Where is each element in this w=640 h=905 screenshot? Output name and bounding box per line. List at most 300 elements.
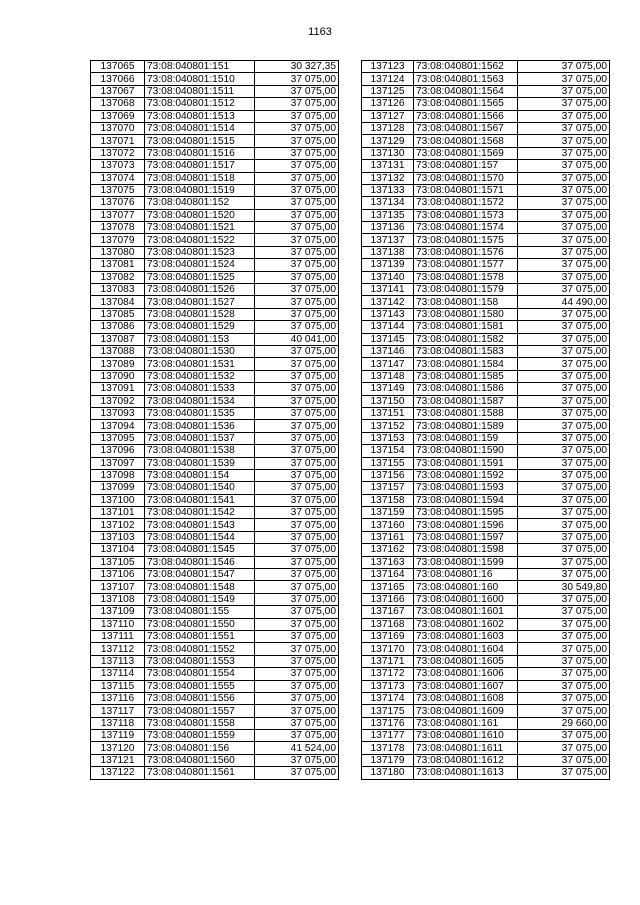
cadastral-number-cell: 73:08:040801:1542: [145, 507, 255, 519]
table-row: [91, 556, 339, 568]
cadastral-number-cell: 73:08:040801:1603: [414, 630, 518, 642]
amount-cell: 37 075,00: [255, 618, 339, 630]
cadastral-number-cell: 73:08:040801:1579: [414, 284, 518, 296]
table-row: [362, 420, 610, 432]
row-number-cell: 137131: [362, 160, 414, 172]
amount-cell: 37 075,00: [518, 494, 610, 506]
amount-cell: 37 075,00: [255, 395, 339, 407]
amount-cell: 37 075,00: [518, 98, 610, 110]
table-row: [91, 742, 339, 754]
amount-cell: 37 075,00: [255, 209, 339, 221]
table-row: [362, 358, 610, 370]
cadastral-number-cell: 73:08:040801:1551: [145, 630, 255, 642]
table-row: [91, 209, 339, 221]
cadastral-number-cell: 73:08:040801:1613: [414, 767, 518, 779]
cadastral-number-cell: 73:08:040801:1611: [414, 742, 518, 754]
amount-cell: 37 075,00: [255, 370, 339, 382]
amount-cell: 37 075,00: [518, 630, 610, 642]
row-number-cell: 137099: [91, 482, 145, 494]
table-row: [362, 345, 610, 357]
amount-cell: 37 075,00: [255, 717, 339, 729]
table-row: [362, 767, 610, 779]
row-number-cell: 137075: [91, 184, 145, 196]
table-row: [91, 222, 339, 234]
table-row: [362, 160, 610, 172]
cadastral-number-cell: 73:08:040801:1581: [414, 321, 518, 333]
row-number-cell: 137137: [362, 234, 414, 246]
table-row: [362, 482, 610, 494]
table-row: [91, 358, 339, 370]
amount-cell: 37 075,00: [518, 556, 610, 568]
cadastral-number-cell: 73:08:040801:1570: [414, 172, 518, 184]
table-row: [362, 197, 610, 209]
table-row: [91, 717, 339, 729]
table-row: [91, 147, 339, 159]
table-row: [362, 432, 610, 444]
amount-cell: 37 075,00: [255, 271, 339, 283]
row-number-cell: 137160: [362, 519, 414, 531]
cadastral-number-cell: 73:08:040801:1582: [414, 333, 518, 345]
cadastral-number-cell: 73:08:040801:1587: [414, 395, 518, 407]
table-row: [362, 284, 610, 296]
table-row: [91, 680, 339, 692]
amount-cell: 37 075,00: [518, 606, 610, 618]
table-row: [362, 296, 610, 308]
amount-cell: 37 075,00: [255, 85, 339, 97]
table-row: [91, 85, 339, 97]
row-number-cell: 137136: [362, 222, 414, 234]
table-row: [91, 730, 339, 742]
row-number-cell: 137170: [362, 643, 414, 655]
row-number-cell: 137070: [91, 122, 145, 134]
cadastral-number-cell: 73:08:040801:1561: [145, 767, 255, 779]
row-number-cell: 137093: [91, 407, 145, 419]
cadastral-number-cell: 73:08:040801:1557: [145, 705, 255, 717]
amount-cell: 37 075,00: [255, 98, 339, 110]
row-number-cell: 137111: [91, 630, 145, 642]
cadastral-number-cell: 73:08:040801:1513: [145, 110, 255, 122]
amount-cell: 37 075,00: [255, 507, 339, 519]
amount-cell: 37 075,00: [255, 383, 339, 395]
row-number-cell: 137163: [362, 556, 414, 568]
row-number-cell: 137125: [362, 85, 414, 97]
cadastral-number-cell: 73:08:040801:152: [145, 197, 255, 209]
row-number-cell: 137120: [91, 742, 145, 754]
table-row: [91, 767, 339, 779]
row-number-cell: 137121: [91, 754, 145, 766]
table-row: [91, 482, 339, 494]
row-number-cell: 137180: [362, 767, 414, 779]
cadastral-number-cell: 73:08:040801:1540: [145, 482, 255, 494]
amount-cell: 37 075,00: [255, 457, 339, 469]
table-row: [362, 234, 610, 246]
table-row: [362, 705, 610, 717]
row-number-cell: 137082: [91, 271, 145, 283]
table-row: [91, 246, 339, 258]
row-number-cell: 137085: [91, 308, 145, 320]
cadastral-number-cell: 73:08:040801:157: [414, 160, 518, 172]
amount-cell: 37 075,00: [518, 730, 610, 742]
table-row: [362, 494, 610, 506]
table-row: [362, 370, 610, 382]
cadastral-number-cell: 73:08:040801:159: [414, 432, 518, 444]
cadastral-number-cell: 73:08:040801:1585: [414, 370, 518, 382]
table-row: [362, 147, 610, 159]
amount-cell: 37 075,00: [255, 680, 339, 692]
row-number-cell: 137165: [362, 581, 414, 593]
row-number-cell: 137158: [362, 494, 414, 506]
row-number-cell: 137152: [362, 420, 414, 432]
table-row: [362, 457, 610, 469]
right-table-body: [362, 61, 610, 780]
amount-cell: 37 075,00: [518, 519, 610, 531]
amount-cell: 37 075,00: [518, 469, 610, 481]
cadastral-number-cell: 73:08:040801:1605: [414, 655, 518, 667]
row-number-cell: 137100: [91, 494, 145, 506]
row-number-cell: 137084: [91, 296, 145, 308]
row-number-cell: 137166: [362, 593, 414, 605]
amount-cell: 37 075,00: [518, 184, 610, 196]
amount-cell: 37 075,00: [255, 73, 339, 85]
amount-cell: 37 075,00: [518, 135, 610, 147]
table-row: [362, 407, 610, 419]
cadastral-number-cell: 73:08:040801:160: [414, 581, 518, 593]
table-row: [362, 98, 610, 110]
row-number-cell: 137092: [91, 395, 145, 407]
row-number-cell: 137086: [91, 321, 145, 333]
table-row: [362, 569, 610, 581]
amount-cell: 37 075,00: [255, 321, 339, 333]
amount-cell: 37 075,00: [518, 767, 610, 779]
table-row: [362, 135, 610, 147]
row-number-cell: 137162: [362, 544, 414, 556]
amount-cell: 37 075,00: [518, 407, 610, 419]
row-number-cell: 137156: [362, 469, 414, 481]
table-row: [91, 259, 339, 271]
table-row: [362, 606, 610, 618]
amount-cell: 37 075,00: [255, 122, 339, 134]
row-number-cell: 137138: [362, 246, 414, 258]
amount-cell: 37 075,00: [255, 234, 339, 246]
amount-cell: 37 075,00: [518, 420, 610, 432]
amount-cell: 37 075,00: [255, 420, 339, 432]
table-row: [91, 370, 339, 382]
cadastral-number-cell: 73:08:040801:1556: [145, 692, 255, 704]
amount-cell: 37 075,00: [518, 345, 610, 357]
amount-cell: 37 075,00: [518, 383, 610, 395]
table-row: [91, 122, 339, 134]
amount-cell: 40 041,00: [255, 333, 339, 345]
amount-cell: 37 075,00: [518, 284, 610, 296]
amount-cell: 37 075,00: [518, 445, 610, 457]
table-row: [91, 197, 339, 209]
table-row: [91, 345, 339, 357]
cadastral-number-cell: 73:08:040801:156: [145, 742, 255, 754]
cadastral-number-cell: 73:08:040801:1568: [414, 135, 518, 147]
row-number-cell: 137077: [91, 209, 145, 221]
row-number-cell: 137083: [91, 284, 145, 296]
cadastral-number-cell: 73:08:040801:1573: [414, 209, 518, 221]
amount-cell: 37 075,00: [255, 692, 339, 704]
row-number-cell: 137157: [362, 482, 414, 494]
table-row: [362, 308, 610, 320]
table-row: [91, 606, 339, 618]
amount-cell: 37 075,00: [518, 271, 610, 283]
amount-cell: 37 075,00: [255, 197, 339, 209]
table-row: [362, 259, 610, 271]
amount-cell: 37 075,00: [255, 160, 339, 172]
row-number-cell: 137114: [91, 668, 145, 680]
row-number-cell: 137126: [362, 98, 414, 110]
amount-cell: 37 075,00: [518, 507, 610, 519]
cadastral-number-cell: 73:08:040801:1511: [145, 85, 255, 97]
table-row: [362, 692, 610, 704]
table-row: [91, 544, 339, 556]
table-row: [362, 122, 610, 134]
amount-cell: 37 075,00: [518, 655, 610, 667]
amount-cell: 37 075,00: [255, 482, 339, 494]
row-number-cell: 137118: [91, 717, 145, 729]
amount-cell: 37 075,00: [518, 197, 610, 209]
cadastral-number-cell: 73:08:040801:1547: [145, 569, 255, 581]
amount-cell: 37 075,00: [255, 556, 339, 568]
cadastral-number-cell: 73:08:040801:1598: [414, 544, 518, 556]
amount-cell: 37 075,00: [255, 407, 339, 419]
cadastral-number-cell: 73:08:040801:1572: [414, 197, 518, 209]
amount-cell: 37 075,00: [255, 519, 339, 531]
table-row: [91, 296, 339, 308]
row-number-cell: 137071: [91, 135, 145, 147]
cadastral-number-cell: 73:08:040801:1569: [414, 147, 518, 159]
cadastral-number-cell: 73:08:040801:1578: [414, 271, 518, 283]
cadastral-number-cell: 73:08:040801:1592: [414, 469, 518, 481]
row-number-cell: 137112: [91, 643, 145, 655]
cadastral-number-cell: 73:08:040801:1571: [414, 184, 518, 196]
row-number-cell: 137067: [91, 85, 145, 97]
row-number-cell: 137096: [91, 445, 145, 457]
table-row: [362, 110, 610, 122]
row-number-cell: 137141: [362, 284, 414, 296]
cadastral-number-cell: 73:08:040801:1595: [414, 507, 518, 519]
cadastral-number-cell: 73:08:040801:1519: [145, 184, 255, 196]
row-number-cell: 137073: [91, 160, 145, 172]
amount-cell: 37 075,00: [518, 110, 610, 122]
table-row: [91, 172, 339, 184]
table-row: [362, 333, 610, 345]
amount-cell: 37 075,00: [255, 643, 339, 655]
cadastral-number-cell: 73:08:040801:1515: [145, 135, 255, 147]
row-number-cell: 137069: [91, 110, 145, 122]
amount-cell: 37 075,00: [518, 618, 610, 630]
cadastral-number-cell: 73:08:040801:1565: [414, 98, 518, 110]
amount-cell: 37 075,00: [518, 61, 610, 73]
cadastral-number-cell: 73:08:040801:1584: [414, 358, 518, 370]
cadastral-number-cell: 73:08:040801:1612: [414, 754, 518, 766]
row-number-cell: 137119: [91, 730, 145, 742]
row-number-cell: 137107: [91, 581, 145, 593]
amount-cell: 37 075,00: [255, 630, 339, 642]
table-row: [91, 457, 339, 469]
cadastral-number-cell: 73:08:040801:1544: [145, 531, 255, 543]
cadastral-number-cell: 73:08:040801:1596: [414, 519, 518, 531]
cadastral-number-cell: 73:08:040801:1531: [145, 358, 255, 370]
table-row: [91, 432, 339, 444]
row-number-cell: 137087: [91, 333, 145, 345]
table-row: [91, 519, 339, 531]
cadastral-number-cell: 73:08:040801:1597: [414, 531, 518, 543]
table-row: [91, 184, 339, 196]
amount-cell: 37 075,00: [518, 569, 610, 581]
amount-cell: 37 075,00: [518, 742, 610, 754]
row-number-cell: 137127: [362, 110, 414, 122]
row-number-cell: 137142: [362, 296, 414, 308]
table-row: [362, 668, 610, 680]
cadastral-number-cell: 73:08:040801:1522: [145, 234, 255, 246]
cadastral-number-cell: 73:08:040801:1601: [414, 606, 518, 618]
amount-cell: 37 075,00: [255, 432, 339, 444]
cadastral-number-cell: 73:08:040801:1608: [414, 692, 518, 704]
row-number-cell: 137172: [362, 668, 414, 680]
row-number-cell: 137105: [91, 556, 145, 568]
table-row: [362, 61, 610, 73]
amount-cell: 37 075,00: [518, 160, 610, 172]
amount-cell: 37 075,00: [255, 469, 339, 481]
amount-cell: 37 075,00: [255, 494, 339, 506]
amount-cell: 29 660,00: [518, 717, 610, 729]
cadastral-number-cell: 73:08:040801:1555: [145, 680, 255, 692]
cadastral-number-cell: 73:08:040801:1602: [414, 618, 518, 630]
cadastral-number-cell: 73:08:040801:1604: [414, 643, 518, 655]
table-row: [362, 85, 610, 97]
table-row: [91, 61, 339, 73]
amount-cell: 37 075,00: [255, 544, 339, 556]
table-row: [91, 593, 339, 605]
amount-cell: 30 549,80: [518, 581, 610, 593]
amount-cell: 37 075,00: [255, 308, 339, 320]
cadastral-number-cell: 73:08:040801:161: [414, 717, 518, 729]
row-number-cell: 137091: [91, 383, 145, 395]
row-number-cell: 137078: [91, 222, 145, 234]
row-number-cell: 137101: [91, 507, 145, 519]
row-number-cell: 137130: [362, 147, 414, 159]
table-row: [362, 321, 610, 333]
row-number-cell: 137080: [91, 246, 145, 258]
table-row: [362, 593, 610, 605]
row-number-cell: 137133: [362, 184, 414, 196]
row-number-cell: 137115: [91, 680, 145, 692]
cadastral-number-cell: 73:08:040801:1523: [145, 246, 255, 258]
amount-cell: 37 075,00: [255, 284, 339, 296]
table-row: [91, 420, 339, 432]
table-row: [91, 395, 339, 407]
table-row: [362, 73, 610, 85]
left-table: [90, 60, 339, 780]
amount-cell: 37 075,00: [255, 705, 339, 717]
page-number: 1163: [308, 26, 332, 38]
table-row: [91, 705, 339, 717]
row-number-cell: 137124: [362, 73, 414, 85]
cadastral-number-cell: 73:08:040801:1545: [145, 544, 255, 556]
table-row: [91, 135, 339, 147]
row-number-cell: 137147: [362, 358, 414, 370]
row-number-cell: 137076: [91, 197, 145, 209]
table-row: [91, 655, 339, 667]
amount-cell: 37 075,00: [255, 110, 339, 122]
row-number-cell: 137074: [91, 172, 145, 184]
amount-cell: 37 075,00: [255, 172, 339, 184]
row-number-cell: 137065: [91, 61, 145, 73]
table-row: [362, 519, 610, 531]
cadastral-number-cell: 73:08:040801:1586: [414, 383, 518, 395]
amount-cell: 37 075,00: [518, 333, 610, 345]
row-number-cell: 137089: [91, 358, 145, 370]
table-row: [362, 222, 610, 234]
table-row: [362, 469, 610, 481]
cadastral-number-cell: 73:08:040801:1532: [145, 370, 255, 382]
cadastral-number-cell: 73:08:040801:1524: [145, 259, 255, 271]
cadastral-number-cell: 73:08:040801:1536: [145, 420, 255, 432]
row-number-cell: 137129: [362, 135, 414, 147]
row-number-cell: 137167: [362, 606, 414, 618]
cadastral-number-cell: 73:08:040801:1588: [414, 407, 518, 419]
table-row: [362, 742, 610, 754]
amount-cell: 37 075,00: [255, 358, 339, 370]
cadastral-number-cell: 73:08:040801:1538: [145, 445, 255, 457]
row-number-cell: 137134: [362, 197, 414, 209]
row-number-cell: 137095: [91, 432, 145, 444]
amount-cell: 37 075,00: [518, 457, 610, 469]
row-number-cell: 137079: [91, 234, 145, 246]
amount-cell: 37 075,00: [518, 234, 610, 246]
row-number-cell: 137110: [91, 618, 145, 630]
amount-cell: 37 075,00: [255, 655, 339, 667]
amount-cell: 37 075,00: [518, 147, 610, 159]
cadastral-number-cell: 73:08:040801:16: [414, 569, 518, 581]
cadastral-number-cell: 73:08:040801:151: [145, 61, 255, 73]
row-number-cell: 137128: [362, 122, 414, 134]
row-number-cell: 137117: [91, 705, 145, 717]
cadastral-number-cell: 73:08:040801:1510: [145, 73, 255, 85]
amount-cell: 37 075,00: [518, 593, 610, 605]
row-number-cell: 137097: [91, 457, 145, 469]
cadastral-number-cell: 73:08:040801:1580: [414, 308, 518, 320]
cadastral-number-cell: 73:08:040801:1516: [145, 147, 255, 159]
cadastral-number-cell: 73:08:040801:1533: [145, 383, 255, 395]
amount-cell: 37 075,00: [518, 432, 610, 444]
row-number-cell: 137072: [91, 147, 145, 159]
row-number-cell: 137155: [362, 457, 414, 469]
amount-cell: 37 075,00: [255, 754, 339, 766]
row-number-cell: 137108: [91, 593, 145, 605]
row-number-cell: 137094: [91, 420, 145, 432]
amount-cell: 37 075,00: [255, 730, 339, 742]
cadastral-number-cell: 73:08:040801:1560: [145, 754, 255, 766]
amount-cell: 41 524,00: [255, 742, 339, 754]
amount-cell: 37 075,00: [518, 246, 610, 258]
table-row: [362, 246, 610, 258]
row-number-cell: 137102: [91, 519, 145, 531]
cadastral-number-cell: 73:08:040801:1575: [414, 234, 518, 246]
cadastral-number-cell: 73:08:040801:1520: [145, 209, 255, 221]
amount-cell: 37 075,00: [518, 209, 610, 221]
cadastral-number-cell: 73:08:040801:1543: [145, 519, 255, 531]
amount-cell: 37 075,00: [518, 395, 610, 407]
table-row: [362, 544, 610, 556]
row-number-cell: 137088: [91, 345, 145, 357]
table-row: [91, 668, 339, 680]
row-number-cell: 137139: [362, 259, 414, 271]
table-row: [362, 184, 610, 196]
